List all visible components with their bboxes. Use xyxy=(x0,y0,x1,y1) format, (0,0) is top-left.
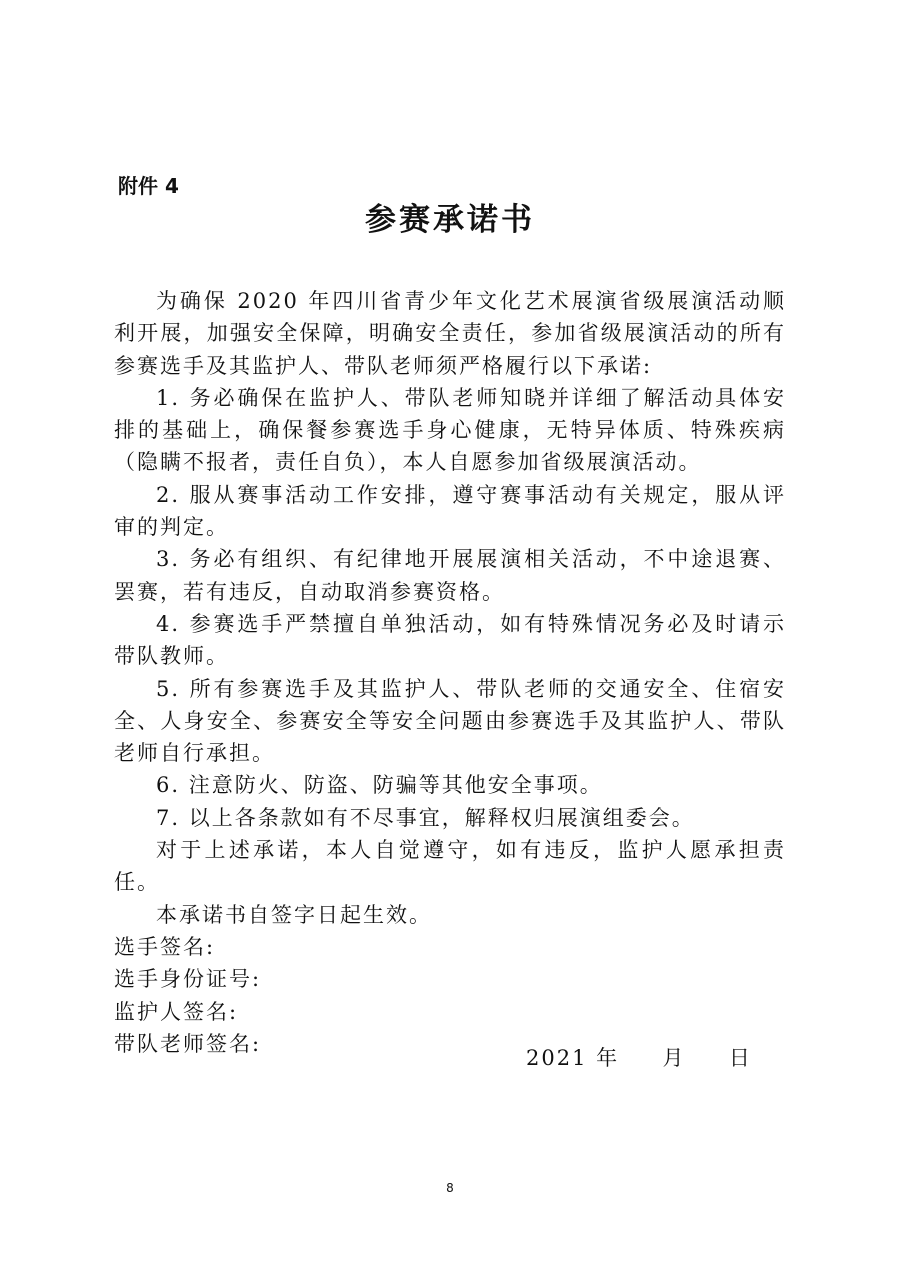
commitment-paragraph: 对于上述承诺，本人自觉遵守，如有违反，监护人愿承担责任。 xyxy=(114,838,786,895)
guardian-signature-field: 监护人签名: xyxy=(114,999,239,1024)
clause-paragraph: 1. 务必确保在监护人、带队老师知晓并详细了解活动具体安排的基础上，确保餐参赛选手身心健康，无特异体质、特殊疾病（隐瞒不报者，责任自负），本人自愿参加省级展演活动。 xyxy=(114,385,786,475)
clause-paragraph: 4. 参赛选手严禁擅自单独活动，如有特殊情况务必及时请示带队教师。 xyxy=(114,611,786,669)
document-title: 参赛承诺书 xyxy=(365,202,535,238)
document-body xyxy=(114,285,786,1060)
player-signature-field: 选手签名: xyxy=(114,934,216,959)
clause-paragraph: 5. 所有参赛选手及其监护人、带队老师的交通安全、住宿安全、人身安全、参赛安全等安全问题由参赛选手及其监护人、带队老师自行承担。 xyxy=(114,676,786,766)
clause-paragraph: 6. 注意防火、防盗、防骗等其他安全事项。 xyxy=(156,773,603,798)
player-id-field: 选手身份证号: xyxy=(114,967,262,992)
clause-paragraph: 7. 以上各条款如有不尽事宜，解释权归展演组委会。 xyxy=(156,805,695,830)
date-line: 2021 年 月 日 xyxy=(526,1046,752,1070)
clause-paragraph: 2. 服从赛事活动工作安排，遵守赛事活动有关规定，服从评审的判定。 xyxy=(114,482,786,540)
attachment-label: 附件 4 xyxy=(118,174,179,198)
effective-paragraph: 本承诺书自签字日起生效。 xyxy=(156,902,432,927)
intro-paragraph: 为确保 2020 年四川省青少年文化艺术展演省级展演活动顺利开展，加强安全保障，明确安全责任，参加省级展演活动的所有参赛选手及其监护人、带队老师须严格履行以下承诺: xyxy=(114,289,786,378)
clause-paragraph: 3. 务必有组织、有纪律地开展展演相关活动，不中途退赛、罢赛，若有违反，自动取消参赛资格。 xyxy=(114,547,786,604)
page-number: 8 xyxy=(446,1181,454,1195)
teacher-signature-field: 带队老师签名: xyxy=(114,1031,262,1056)
